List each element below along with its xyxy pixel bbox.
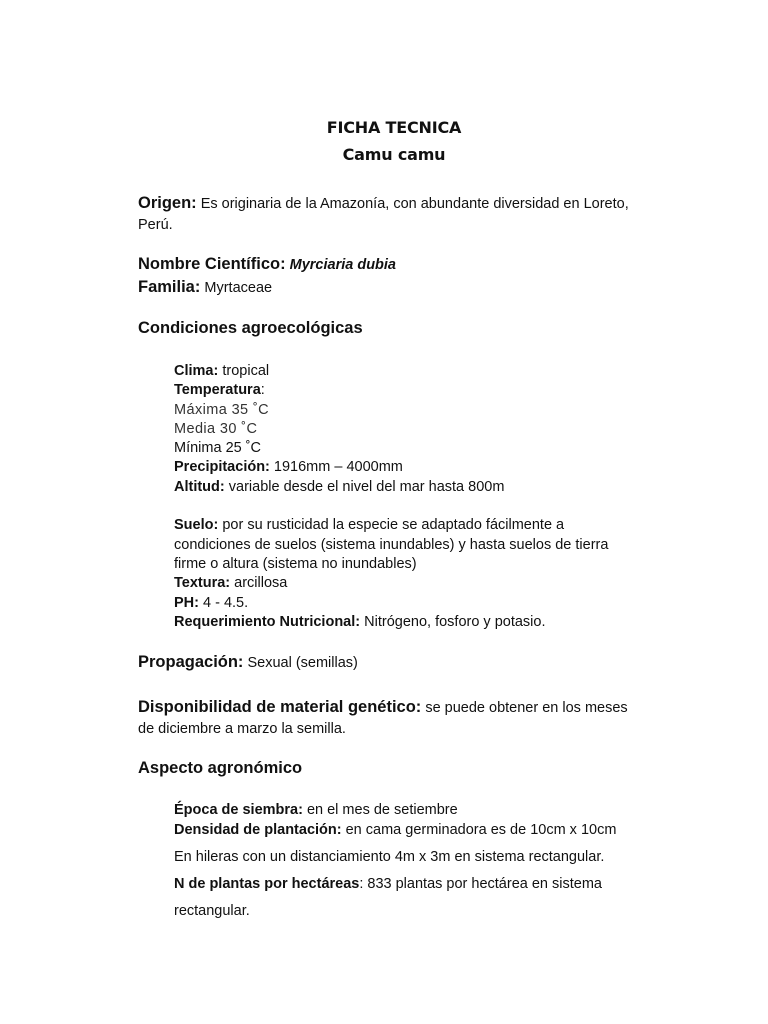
origen-text-cont: Perú. xyxy=(138,217,173,233)
epoca-label: Época de siembra: xyxy=(174,802,303,818)
temperatura-media: Media 30 ˚C xyxy=(174,421,258,437)
clima-line xyxy=(174,363,269,379)
temperatura-label: Temperatura xyxy=(174,382,261,398)
familia-line xyxy=(138,278,272,297)
disponibilidad-value-cont: de diciembre a marzo la semilla. xyxy=(138,721,346,737)
origen-label: Origen: xyxy=(138,194,197,212)
ph-value: 4 - 4.5. xyxy=(198,595,249,611)
plantas-label: N de plantas por hectáreas xyxy=(174,876,360,892)
document-title: FICHA TECNICA xyxy=(326,118,462,137)
propagacion-value: Sexual (semillas) xyxy=(243,655,358,671)
familia-value: Myrtaceae xyxy=(200,280,273,296)
temperatura-minima: Mínima 25 ˚C xyxy=(174,440,262,456)
altitud-label: Altitud: xyxy=(174,479,225,495)
suelo-line xyxy=(174,517,564,533)
plantas-line xyxy=(174,876,602,892)
textura-label: Textura: xyxy=(174,575,231,591)
altitud-line xyxy=(174,479,504,495)
densidad-label: Densidad de plantación: xyxy=(174,822,342,838)
document-subtitle: Camu camu xyxy=(342,145,446,164)
altitud-value: variable desde el nivel del mar hasta 800m xyxy=(224,479,505,495)
nombre-cientifico-line xyxy=(138,255,396,274)
suelo-text-2: condiciones de suelos (sistema inundables) y hasta suelos de tierra xyxy=(174,537,609,553)
nombre-cientifico-value: Myrciaria dubia xyxy=(289,257,396,273)
densidad-line xyxy=(174,822,616,838)
disponibilidad-line xyxy=(138,698,628,717)
origen-line xyxy=(138,194,629,213)
disponibilidad-label: Disponibilidad de material genético: xyxy=(138,698,422,716)
requerimiento-line xyxy=(174,614,546,630)
propagacion-line xyxy=(138,653,358,672)
clima-label: Clima: xyxy=(174,363,219,379)
disponibilidad-value: se puede obtener en los meses xyxy=(421,700,628,716)
suelo-text-1: por su rusticidad la especie se adaptado fácilmente a xyxy=(218,517,565,533)
textura-line xyxy=(174,575,287,591)
nombre-cientifico-label: Nombre Científico: xyxy=(138,255,286,273)
propagacion-label: Propagación: xyxy=(138,653,244,671)
temperatura-colon: : xyxy=(260,382,265,398)
epoca-value: en el mes de setiembre xyxy=(302,802,458,818)
ph-label: PH: xyxy=(174,595,199,611)
origen-text: Es originaria de la Amazonía, con abundante diversidad en Loreto, xyxy=(196,196,629,212)
requerimiento-label: Requerimiento Nutricional: xyxy=(174,614,361,630)
clima-value: tropical xyxy=(218,363,270,379)
familia-label: Familia: xyxy=(138,278,201,296)
condiciones-heading: Condiciones agroecológicas xyxy=(138,319,363,337)
plantas-cont: rectangular. xyxy=(174,903,250,919)
suelo-label: Suelo: xyxy=(174,517,219,533)
ph-line xyxy=(174,595,248,611)
temperatura-maxima: Máxima 35 ˚C xyxy=(174,402,270,418)
aspecto-heading: Aspecto agronómico xyxy=(138,759,303,777)
epoca-line xyxy=(174,802,458,818)
textura-value: arcillosa xyxy=(230,575,288,591)
precipitacion-value: 1916mm – 4000mm xyxy=(269,459,403,475)
hileras-text: En hileras con un distanciamiento 4m x 3m en sistema rectangular. xyxy=(174,849,605,865)
plantas-value: : 833 plantas por hectárea en sistema xyxy=(359,876,602,892)
precipitacion-line xyxy=(174,459,403,475)
densidad-value: en cama germinadora es de 10cm x 10cm xyxy=(341,822,617,838)
precipitacion-label: Precipitación: xyxy=(174,459,270,475)
temperatura-line xyxy=(174,382,265,398)
suelo-text-3: firme o altura (sistema no inundables) xyxy=(174,556,417,572)
requerimiento-value: Nitrógeno, fosforo y potasio. xyxy=(360,614,546,630)
